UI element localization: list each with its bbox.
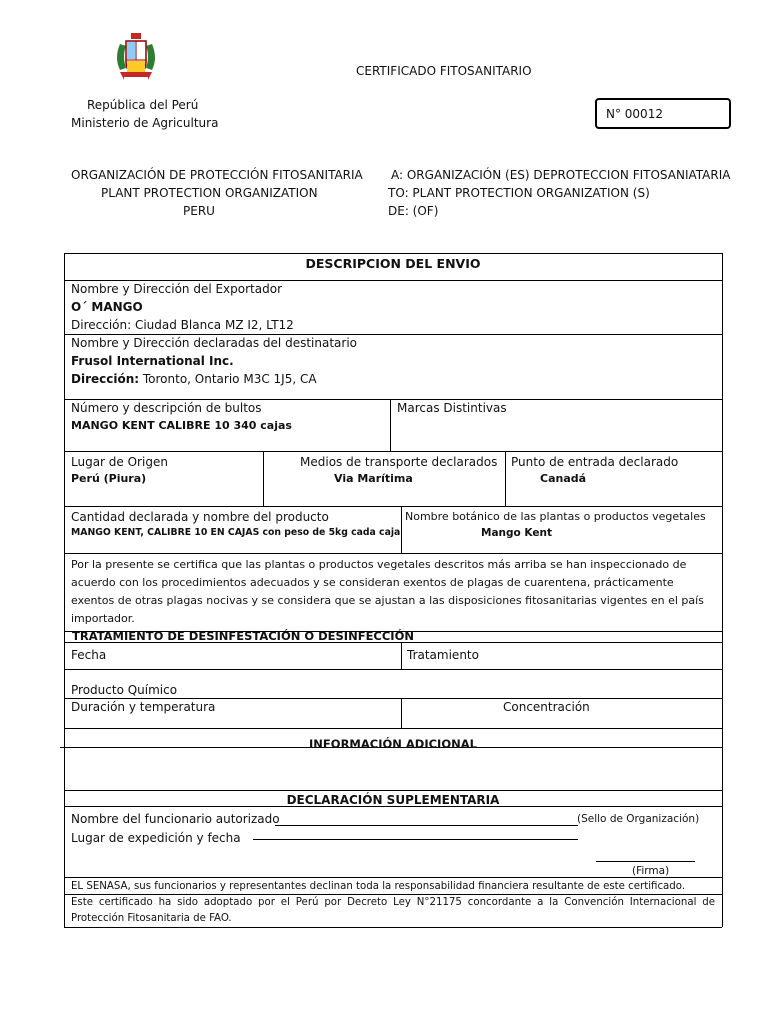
row-line: [64, 894, 722, 895]
exporter-label: Nombre y Dirección del Exportador: [71, 282, 283, 296]
consignee-address-value: Toronto, Ontario M3C 1J5, CA: [139, 372, 317, 386]
section-heading-additional: INFORMACIÓN ADICIONAL: [309, 737, 477, 751]
packages-value: MANGO KENT CALIBRE 10 340 cajas: [71, 419, 292, 432]
document-title: CERTIFICADO FITOSANITARIO: [356, 64, 532, 78]
row-line: [64, 253, 722, 254]
country-name: República del Perú: [87, 98, 199, 112]
ministry-name: Ministerio de Agricultura: [71, 116, 219, 130]
origin-label: Lugar de Origen: [71, 455, 168, 469]
row-line: [64, 790, 722, 791]
consignee-address-label: Dirección:: [71, 372, 140, 386]
row-line: [64, 280, 722, 281]
official-signature-line: [275, 825, 578, 826]
treatment-type-label: Tratamiento: [407, 648, 479, 662]
official-label: Nombre del funcionario autorizado: [71, 812, 280, 826]
certification-line-4: importador.: [71, 612, 135, 625]
chemical-label: Producto Químico: [71, 683, 178, 697]
col-line: [505, 451, 506, 506]
col-line: [401, 642, 402, 669]
row-line: [64, 399, 722, 400]
adoption-text-line-2: Protección Fitosanitaria de FAO.: [71, 913, 232, 924]
consignee-address: [71, 372, 317, 386]
col-line: [401, 698, 402, 728]
org-right-line3: DE: (OF): [388, 204, 439, 218]
certification-line-2: acuerdo con los procedimientos adecuados y se consideran exentos de plagas de cuarentena, prácticamente: [71, 576, 674, 589]
entry-label: Punto de entrada declarado: [511, 455, 679, 469]
org-left-line1: ORGANIZACIÓN DE PROTECCIÓN FITOSANITARIA: [71, 168, 363, 182]
marks-label: Marcas Distintivas: [397, 401, 507, 415]
section-heading-supplementary: DECLARACIÓN SUPLEMENTARIA: [286, 793, 500, 807]
certification-line-3: exentos de otras plagas nocivas y se considera que se ajustan a las disposiciones fitosanitarias vigentes en el país: [71, 594, 704, 607]
quantity-label: Cantidad declarada y nombre del producto: [71, 510, 329, 524]
row-line: [64, 877, 722, 878]
concentration-label: Concentración: [503, 700, 590, 714]
place-date-line: [253, 839, 578, 840]
col-line: [263, 451, 264, 506]
table-border-left: [64, 253, 65, 927]
org-right-line1: A: ORGANIZACIÓN (ES) DEPROTECCION FITOSANIATARIA: [391, 168, 731, 182]
row-line: [64, 451, 722, 452]
org-right-line2: TO: PLANT PROTECTION ORGANIZATION (S): [388, 186, 650, 200]
row-line: [64, 553, 722, 554]
botanic-value: Mango Kent: [481, 527, 552, 539]
row-line: [64, 334, 722, 335]
col-line: [401, 506, 402, 553]
row-line: [64, 506, 722, 507]
seal-label: (Sello de Organización): [577, 813, 700, 825]
place-date-label: Lugar de expedición y fecha: [71, 831, 241, 845]
section-heading-treatment: TRATAMIENTO DE DESINFESTACIÓN O DESINFECCIÓN: [72, 629, 414, 643]
disclaimer-text: EL SENASA, sus funcionarios y representantes declinan toda la responsabilidad financiera resultante de este certificado.: [71, 881, 686, 892]
row-line: [64, 698, 722, 699]
certificate-number: N° 00012: [606, 107, 663, 121]
treatment-date-label: Fecha: [71, 648, 107, 662]
exporter-address: Dirección: Ciudad Blanca MZ I2, LT12: [71, 318, 294, 332]
row-line: [64, 927, 722, 928]
transport-label: Medios de transporte declarados: [300, 455, 498, 469]
consignee-label: Nombre y Dirección declaradas del destinatario: [71, 336, 358, 350]
packages-label: Número y descripción de bultos: [71, 401, 262, 415]
adoption-text-line-1: Este certificado ha sido adoptado por el Perú por Decreto Ley N°21175 concordante a la Convención Internacional de: [71, 897, 715, 908]
origin-value: Perú (Piura): [71, 472, 147, 485]
signature-label: (Firma): [632, 865, 670, 877]
coat-of-arms-icon: [112, 30, 160, 86]
col-line: [390, 399, 391, 451]
signature-line: [596, 861, 695, 862]
exporter-name: O´ MANGO: [71, 300, 143, 314]
entry-value: Canadá: [540, 472, 587, 485]
transport-value: Via Marítima: [334, 472, 413, 485]
row-line: [64, 728, 722, 729]
quantity-value: MANGO KENT, CALIBRE 10 EN CAJAS con peso de 5kg cada caja: [71, 527, 401, 538]
org-left-line3: PERU: [183, 204, 215, 218]
table-border-right: [722, 253, 723, 927]
duration-label: Duración y temperatura: [71, 700, 216, 714]
row-line: [64, 669, 722, 670]
botanic-label: Nombre botánico de las plantas o productos vegetales: [405, 510, 706, 523]
org-left-line2: PLANT PROTECTION ORGANIZATION: [101, 186, 318, 200]
consignee-name: Frusol International Inc.: [71, 354, 234, 368]
section-heading-envio: DESCRIPCION DEL ENVIO: [305, 256, 481, 271]
certification-line-1: Por la presente se certifica que las plantas o productos vegetales descritos más arriba se han inspeccionado de: [71, 558, 687, 571]
